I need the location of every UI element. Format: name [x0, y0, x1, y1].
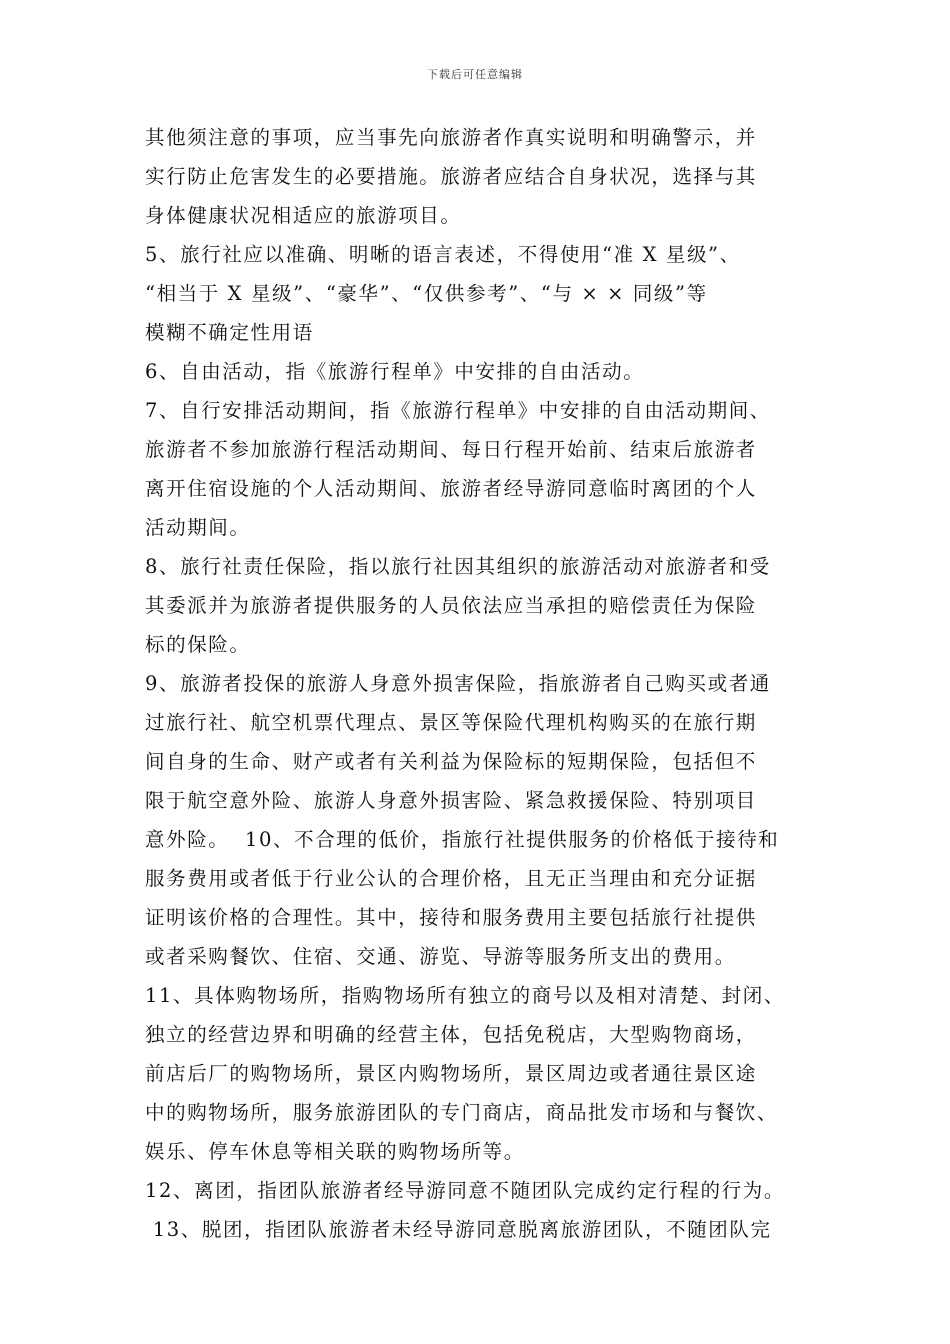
- document-body: [145, 118, 825, 1249]
- text-line: 证明该价格的合理性。其中，接待和服务费用主要包括旅行社提供: [145, 906, 757, 929]
- text-line: 其他须注意的事项，应当事先向旅游者作真实说明和明确警示，并: [145, 126, 757, 149]
- page-header: 下载后可任意编辑: [427, 68, 523, 81]
- text-line: 12、离团，指团队旅游者经导游同意不随团队完成约定行程的行为。: [145, 1179, 785, 1202]
- text-line: 模糊不确定性用语: [145, 321, 314, 344]
- text-line: 限于航空意外险、旅游人身意外损害险、紧急救援保险、特别项目: [145, 789, 757, 812]
- text-line: 6、自由活动，指《旅游行程单》中安排的自由活动。: [145, 360, 645, 383]
- text-line: 旅游者不参加旅游行程活动期间、每日行程开始前、结束后旅游者: [145, 438, 757, 461]
- text-line: 7、自行安排活动期间，指《旅游行程单》中安排的自由活动期间、: [145, 399, 771, 422]
- text-line: 娱乐、停车休息等相关联的购物场所等。: [145, 1140, 525, 1163]
- text-line: 8、旅行社责任保险，指以旅行社因其组织的旅游活动对旅游者和受: [145, 555, 771, 578]
- text-line: 其委派并为旅游者提供服务的人员依法应当承担的赔偿责任为保险: [145, 594, 757, 617]
- text-line: 活动期间。: [145, 516, 251, 539]
- text-line: 中的购物场所，服务旅游团队的专门商店，商品批发市场和与餐饮、: [145, 1101, 779, 1124]
- text-line: 或者采购餐饮、住宿、交通、游览、导游等服务所支出的费用。: [145, 945, 736, 968]
- text-line: 间自身的生命、财产或者有关利益为保险标的短期保险，包括但不: [145, 750, 757, 773]
- text-line: 实行防止危害发生的必要措施。旅游者应结合自身状况，选择与其: [145, 165, 757, 188]
- text-line: 9、旅游者投保的旅游人身意外损害保险，指旅游者自己购买或者通: [145, 672, 771, 695]
- text-line: “相当于 X 星级”、“豪华”、“仅供参考”、“与 × × 同级”等: [145, 282, 708, 305]
- text-line: 独立的经营边界和明确的经营主体，包括免税店，大型购物商场，: [145, 1023, 757, 1046]
- text-line: 标的保险。: [145, 633, 251, 656]
- text-line: 意外险。 10、不合理的低价，指旅行社提供服务的价格低于接待和: [145, 828, 780, 851]
- text-line: 身体健康状况相适应的旅游项目。: [145, 204, 462, 227]
- text-line: 前店后厂的购物场所，景区内购物场所，景区周边或者通往景区途: [145, 1062, 757, 1085]
- text-line: 服务费用或者低于行业公认的合理价格，且无正当理由和充分证据: [145, 867, 757, 890]
- text-line: 13、脱团，指团队旅游者未经导游同意脱离旅游团队，不随团队完: [145, 1218, 772, 1241]
- text-line: 11、具体购物场所，指购物场所有独立的商号以及相对清楚、封闭、: [145, 984, 785, 1007]
- text-line: 5、旅行社应以准确、明晰的语言表述，不得使用“准 X 星级”、: [145, 243, 741, 266]
- text-line: 离开住宿设施的个人活动期间、旅游者经导游同意临时离团的个人: [145, 477, 757, 500]
- text-line: 过旅行社、航空机票代理点、景区等保险代理机构购买的在旅行期: [145, 711, 757, 734]
